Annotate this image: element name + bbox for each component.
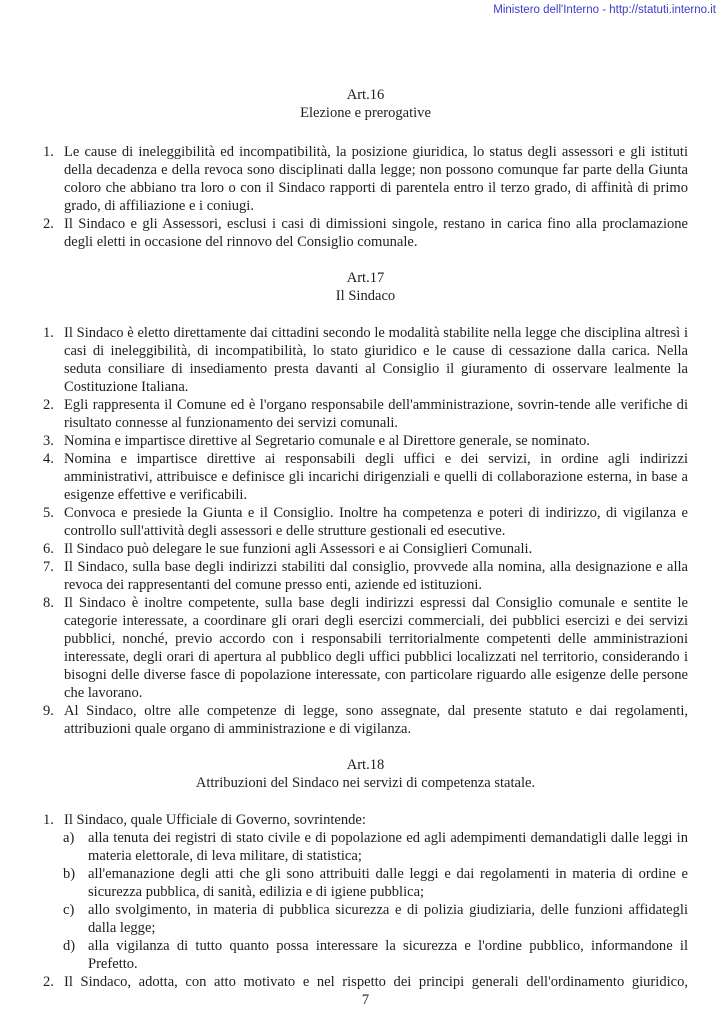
sublist-item-marker: b) xyxy=(63,866,76,882)
sublist-item xyxy=(63,829,688,865)
article-17-list xyxy=(43,324,688,738)
list-item-text: Convoca e presiede la Giunta e il Consiglio. Inoltre ha competenza e poteri di indirizzo, di vigilanza e controllo sull'attività degli assessori e delle strutture gestionali ed esecutive. xyxy=(64,505,688,539)
header-credit: Ministero dell'Interno - http://statuti.interno.it xyxy=(493,4,716,16)
list-item-text: Il Sindaco può delegare le sue funzioni agli Assessori e ai Consiglieri Comunali. xyxy=(64,541,533,557)
article-17 xyxy=(43,269,688,738)
list-item-marker: 9. xyxy=(43,703,54,719)
list-item-text: Il Sindaco, sulla base degli indirizzi stabiliti dal consiglio, provvede alla nomina, alla designazione e alla revoca dei rappresentanti del comune presso enti, aziende ed istituzioni. xyxy=(64,559,688,593)
list-item xyxy=(43,143,688,215)
list-item-marker: 8. xyxy=(43,595,54,611)
list-item xyxy=(43,540,688,558)
sublist-item xyxy=(63,865,688,901)
list-item xyxy=(43,702,688,738)
list-item-marker: 3. xyxy=(43,433,54,449)
sublist-item-marker: d) xyxy=(63,938,76,954)
list-item-marker: 1. xyxy=(43,812,54,828)
sublist-item-marker: a) xyxy=(63,830,75,846)
list-item-marker: 4. xyxy=(43,451,54,467)
list-item-marker: 5. xyxy=(43,505,54,521)
article-16-list xyxy=(43,143,688,251)
list-item xyxy=(43,432,688,450)
article-16 xyxy=(43,86,688,251)
article-16-number: Art.16 xyxy=(346,87,385,103)
page-number: 7 xyxy=(361,992,370,1008)
sublist-item-text: alla tenuta dei registri di stato civile e di popolazione ed agli adempimenti demandatigli dalle leggi in materia elettorale, di leva militare, di statistica; xyxy=(88,830,688,864)
article-18 xyxy=(43,756,688,991)
article-18-number: Art.18 xyxy=(346,757,385,773)
list-item-marker: 2. xyxy=(43,974,54,990)
sublist-item-text: alla vigilanza di tutto quanto possa interessare la sicurezza e l'ordine pubblico, informandone il Prefetto. xyxy=(88,938,688,972)
list-item xyxy=(43,215,688,251)
list-item xyxy=(43,594,688,702)
list-item xyxy=(43,324,688,396)
list-item-marker: 7. xyxy=(43,559,54,575)
article-18-heading xyxy=(43,756,688,792)
list-item-text: Il Sindaco è eletto direttamente dai cittadini secondo le modalità stabilite nella legge che disciplina altresì i casi di ineleggibilità, di incompatibilità, lo stato giuridico e le cause di cessazione dalla carica. Nella seduta consiliare di insediamento presta davanti al Consiglio il giuramento di osservare lealmente la Costituzione Italiana. xyxy=(64,325,688,395)
list-item-marker: 6. xyxy=(43,541,54,557)
list-item-marker: 2. xyxy=(43,216,54,232)
sublist-item-text: all'emanazione degli atti che gli sono attribuiti dalle leggi e dai regolamenti in materia di ordine e sicurezza pubblica, di sanità, edilizia e di igiene pubblica; xyxy=(88,866,688,900)
article-18-list xyxy=(43,811,688,991)
list-item-text: Le cause di ineleggibilità ed incompatibilità, la posizione giuridica, lo status degli assessori e gli istituti della decadenza e della revoca sono disciplinati dalla legge; non possono comunque far parte della Giunta coloro che abbiano tra loro o con il Sindaco rapporti di parentela entro il terzo grado, di affinità di primo grado, di affiliazione e i coniugi. xyxy=(64,144,688,214)
list-item xyxy=(43,450,688,504)
sublist-item xyxy=(63,937,688,973)
list-item xyxy=(43,558,688,594)
list-item xyxy=(43,504,688,540)
list-item-text: Al Sindaco, oltre alle competenze di legge, sono assegnate, dal presente statuto e dai regolamenti, attribuzioni quale organo di amministrazione e di vigilanza. xyxy=(64,703,688,737)
list-item-text: Il Sindaco è inoltre competente, sulla base degli indirizzi espressi dal Consiglio comunale e sentite le categorie interessate, a coordinare gli orari degli esercizi commerciali, dei pubblici esercizi e dei servizi pubblici, nonché, previo accordo con i responsabili territorialmente competenti delle amministrazioni interessate, degli orari di apertura al pubblico degli uffici pubblici localizzati nel territorio, considerando i bisogni delle diverse fasce di popolazione interessate, con particolare riguardo alle esigenze delle persone che lavorano. xyxy=(64,595,688,701)
sublist-item xyxy=(63,901,688,937)
list-item-text: Egli rappresenta il Comune ed è l'organo responsabile dell'amministrazione, sovrin-tende alle verifiche di risultato connesse al funzionamento dei servizi comunali. xyxy=(64,397,688,431)
article-16-heading xyxy=(43,86,688,122)
list-item xyxy=(43,396,688,432)
sublist-item-text: allo svolgimento, in materia di pubblica sicurezza e di polizia giudiziaria, delle funzioni affidategli dalla legge; xyxy=(88,902,688,936)
list-item-text: Nomina e impartisce direttive ai responsabili degli uffici e dei servizi, in ordine agli indirizzi amministrativi, attribuisce e definisce gli incarichi dirigenziali e quelli di collaborazione esterna, in base a esigenze effettive e verificabili. xyxy=(64,451,688,503)
article-18-title: Attribuzioni del Sindaco nei servizi di competenza statale. xyxy=(195,775,536,791)
article-17-number: Art.17 xyxy=(346,270,385,286)
list-item-marker: 1. xyxy=(43,325,54,341)
list-item-text: Il Sindaco e gli Assessori, esclusi i casi di dimissioni singole, restano in carica fino alla proclamazione degli eletti in occasione del rinnovo del Consiglio comunale. xyxy=(64,216,688,250)
article-16-title: Elezione e prerogative xyxy=(300,105,431,121)
article-17-title: Il Sindaco xyxy=(335,288,396,304)
list-item xyxy=(43,973,688,991)
sublist-item-marker: c) xyxy=(63,902,75,918)
article-17-heading xyxy=(43,269,688,305)
list-item-text: Il Sindaco, quale Ufficiale di Governo, sovrintende: xyxy=(64,812,366,828)
page-content xyxy=(43,0,688,1009)
article-18-sublist xyxy=(63,829,688,973)
list-item-marker: 2. xyxy=(43,397,54,413)
list-item-marker: 1. xyxy=(43,144,54,160)
list-item-text: Nomina e impartisce direttive al Segretario comunale e al Direttore generale, se nominato. xyxy=(64,433,590,449)
list-item-text: Il Sindaco, adotta, con atto motivato e nel rispetto dei principi generali dell'ordinamento giuridico, xyxy=(64,974,688,990)
list-item xyxy=(43,811,688,829)
